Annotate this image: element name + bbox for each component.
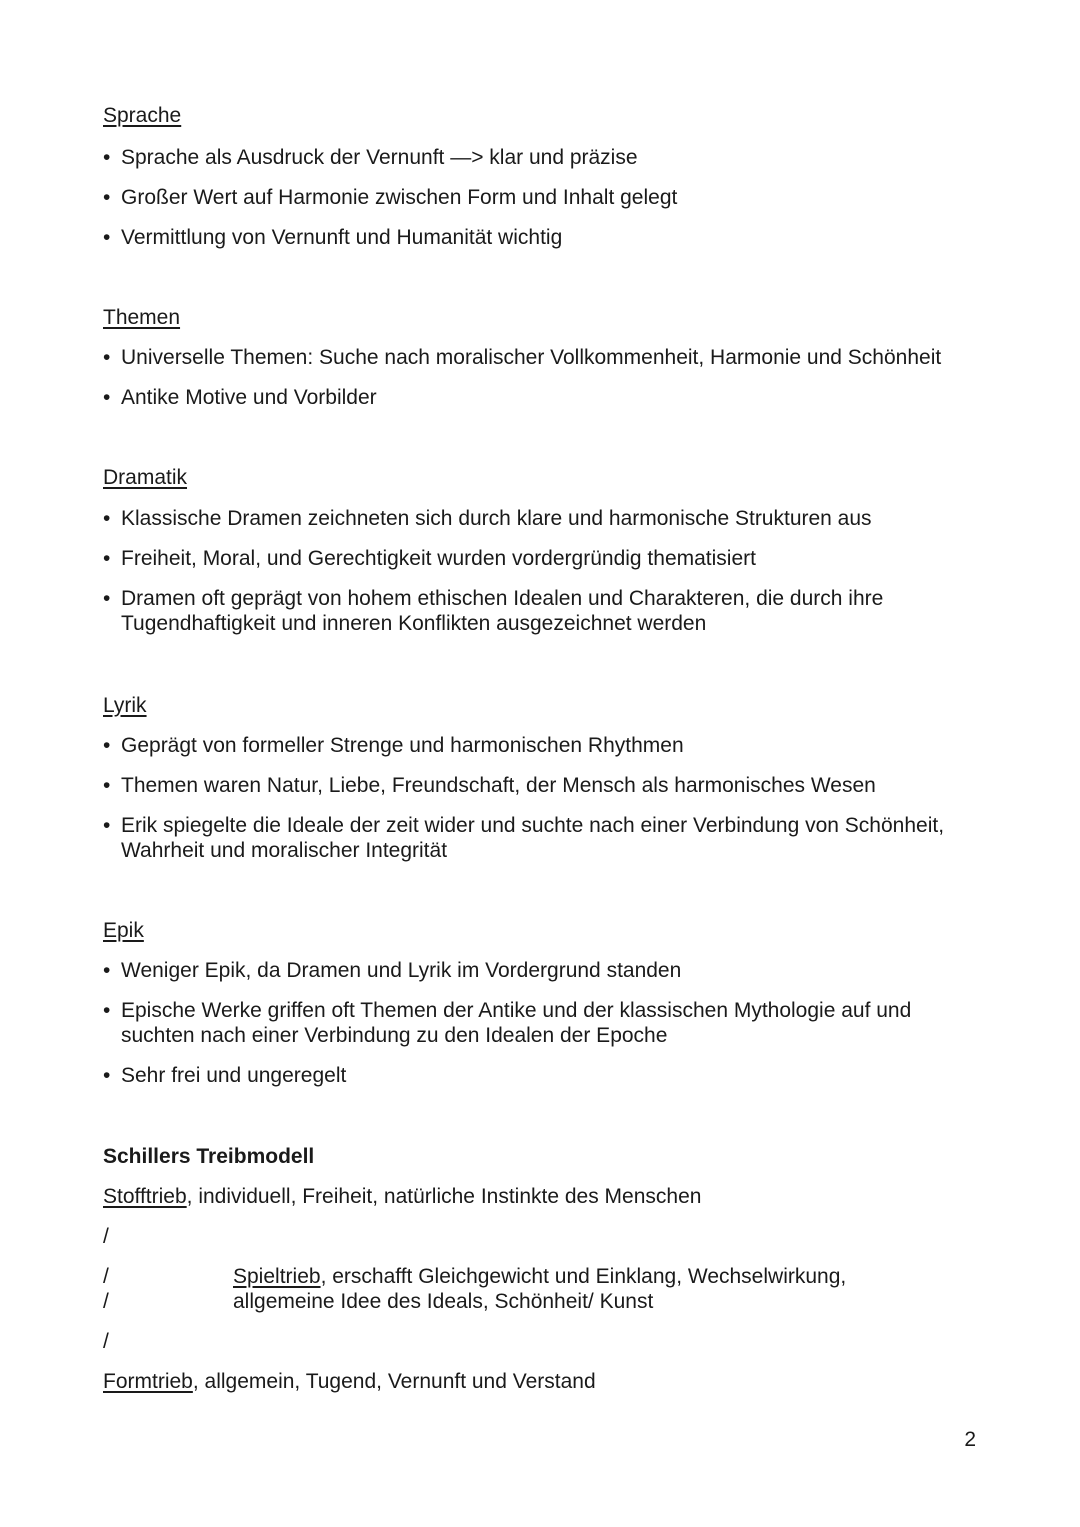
section-heading-dramatik: Dramatik	[103, 466, 188, 489]
list-item: • Erik spiegelte die Ideale der zeit wider und suchte nach einer Verbindung von Schönheit, Wahrheit und moralischer Integrität	[103, 813, 983, 863]
bullet-list-sprache	[103, 145, 983, 265]
list-item: • Geprägt von formeller Strenge und harmonischen Rhythmen	[103, 733, 983, 758]
section-heading-lyrik: Lyrik	[103, 694, 147, 717]
bullet-list-themen	[103, 345, 983, 425]
list-item: • Großer Wert auf Harmonie zwischen Form und Inhalt gelegt	[103, 185, 983, 210]
list-item: • Themen waren Natur, Liebe, Freundschaft, der Mensch als harmonisches Wesen	[103, 773, 983, 798]
spieltrieb-term: Spieltrieb	[233, 1265, 321, 1288]
list-item: • Universelle Themen: Suche nach moralischer Vollkommenheit, Harmonie und Schönheit	[103, 345, 983, 370]
list-item: • Epische Werke griffen oft Themen der Antike und der klassischen Mythologie auf und suchten nach einer Verbindung zu den Idealen der Epoche	[103, 998, 983, 1048]
connector-slash: /	[103, 1225, 109, 1248]
stofftrieb-line	[103, 1184, 983, 1209]
section-heading-sprache: Sprache	[103, 104, 182, 127]
list-item: • Sehr frei und ungeregelt	[103, 1063, 983, 1088]
bullet-list-lyrik	[103, 733, 983, 878]
stofftrieb-description: , individuell, Freiheit, natürliche Instinkte des Menschen	[186, 1185, 702, 1208]
list-item: • Dramen oft geprägt von hohem ethischen Idealen und Charakteren, die durch ihre Tugendhaftigkeit und inneren Konflikten ausgezeichnet werden	[103, 586, 983, 636]
treibmodell-title: Schillers Treibmodell	[103, 1145, 315, 1168]
list-item: • Vermittlung von Vernunft und Humanität wichtig	[103, 225, 983, 250]
connector-slash: /	[103, 1330, 109, 1353]
bullet-list-epik	[103, 958, 983, 1103]
formtrieb-description: , allgemein, Tugend, Vernunft und Verstand	[192, 1370, 596, 1393]
list-item: • Sprache als Ausdruck der Vernunft —> klar und präzise	[103, 145, 983, 170]
list-item: • Klassische Dramen zeichneten sich durch klare und harmonische Strukturen aus	[103, 506, 983, 531]
page-number: 2	[964, 1428, 976, 1451]
bullet-list-dramatik	[103, 506, 983, 651]
connector-slash: /	[103, 1290, 109, 1313]
list-item: • Weniger Epik, da Dramen und Lyrik im Vordergrund standen	[103, 958, 983, 983]
stofftrieb-term: Stofftrieb	[103, 1185, 187, 1208]
list-item: • Freiheit, Moral, und Gerechtigkeit wurden vordergründig thematisiert	[103, 546, 983, 571]
section-heading-epik: Epik	[103, 919, 144, 942]
section-heading-themen: Themen	[103, 306, 181, 329]
formtrieb-term: Formtrieb	[103, 1370, 193, 1393]
list-item: • Antike Motive und Vorbilder	[103, 385, 983, 410]
connector-slash: /	[103, 1265, 109, 1288]
spieltrieb-description: , erschafft Gleichgewicht und Einklang, Wechselwirkung, allgemeine Idee des Ideals, Schönheit/ Kunst	[233, 1265, 847, 1313]
formtrieb-line	[103, 1369, 983, 1394]
spieltrieb-line	[233, 1264, 933, 1314]
